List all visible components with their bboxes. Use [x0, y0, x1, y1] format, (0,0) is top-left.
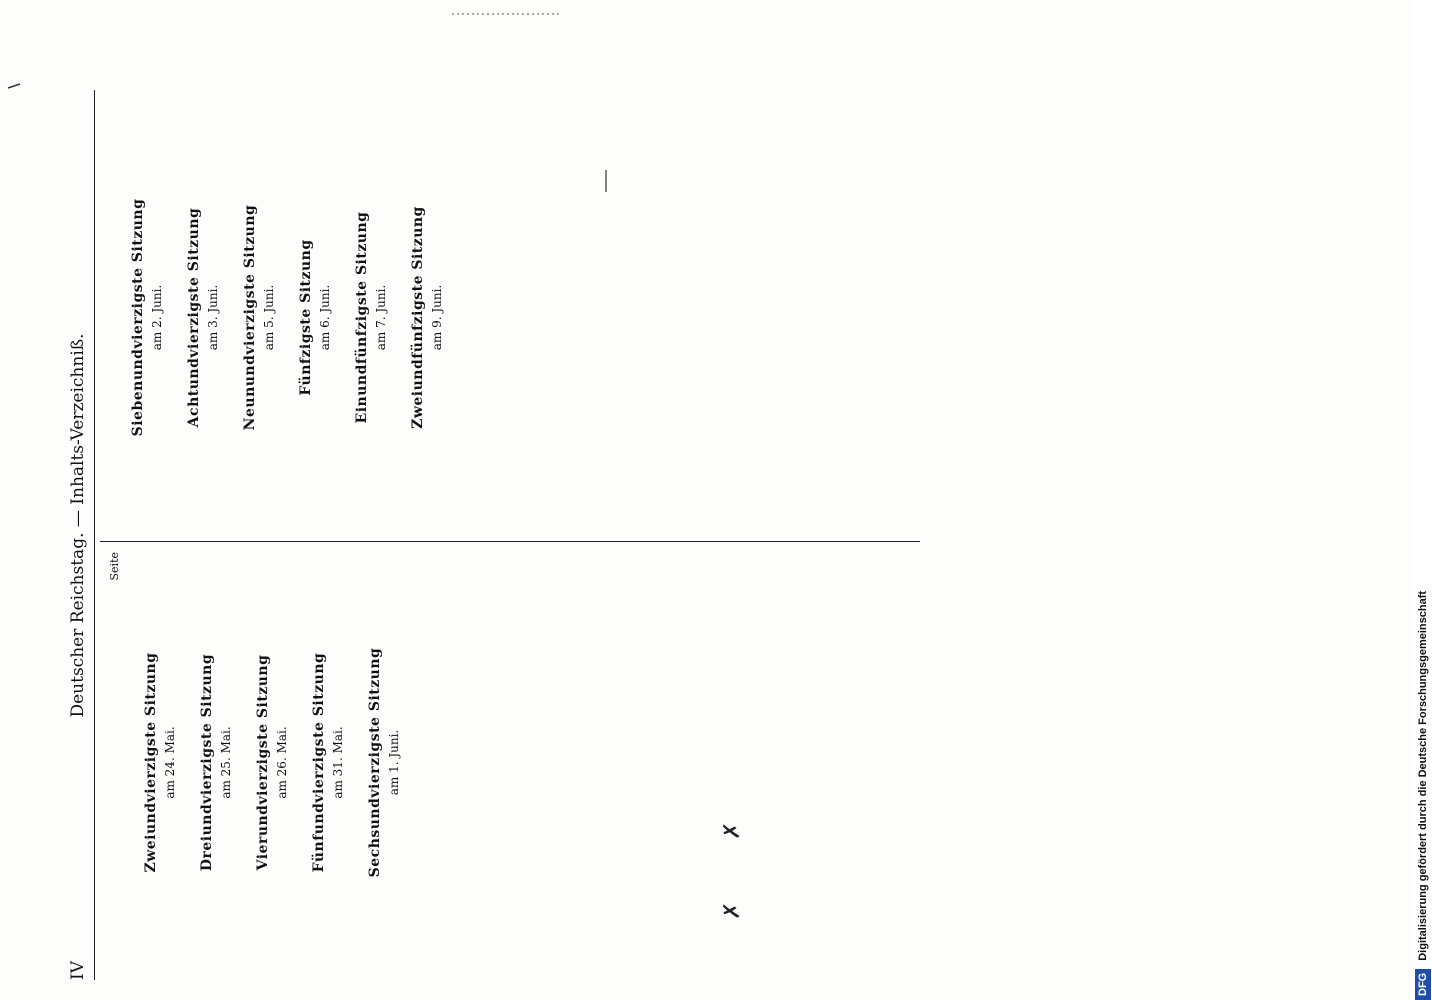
sitting-date: am 26. Mai. [275, 726, 289, 799]
column-divider [100, 541, 920, 542]
page-number: IV [68, 961, 88, 980]
sitting-title: Sechsundvierzigste Sitzung [367, 647, 383, 878]
sitting-title: Vierundvierzigste Sitzung [255, 654, 271, 871]
sitting-date: am 6. Juni. [318, 284, 332, 351]
sitting-date: am 2. Juni. [150, 284, 164, 351]
sitting-title: Fünfzigste Sitzung [298, 239, 314, 396]
sitting-title: Zweiundvierzigste Sitzung [143, 652, 159, 873]
sitting-date: am 24. Mai. [163, 726, 177, 799]
header-rule [94, 90, 95, 980]
sitting-date: am 31. Mai. [331, 726, 345, 799]
right-column [108, 105, 908, 530]
sitting-title: Zweiundfünfzigste Sitzung [410, 206, 426, 429]
running-title: Deutscher Reichstag. — Inhalts-Verzeichniß. [68, 333, 88, 718]
sitting-date: am 5. Juni. [262, 284, 276, 351]
page-header [68, 90, 88, 980]
sitting-title: Einundfünfzigste Sitzung [354, 211, 370, 424]
attribution-text: Digitalisierung gefördert durch die Deutsche Forschungsgemeinschaft [1417, 590, 1429, 961]
dfg-logo: DFG [1415, 969, 1431, 1000]
rotated-document-page [30, 70, 1410, 1000]
sitting-title: Siebenundvierzigste Sitzung [130, 198, 146, 437]
sitting-date: am 7. Juni. [374, 284, 388, 351]
sitting-title: Neunundvierzigste Sitzung [242, 204, 258, 431]
sitting-title: Achtundvierzigste Sitzung [186, 207, 202, 428]
handwritten-mark: ✗ [720, 821, 745, 840]
sitting-title: Fünfundvierzigste Sitzung [311, 652, 327, 873]
column-label: Seite [108, 552, 121, 581]
attribution-footer [1412, 0, 1432, 1000]
sitting-date: am 1. Juni. [387, 729, 401, 796]
sitting-date: am 9. Juni. [430, 284, 444, 351]
sitting-date: am 3. Juni. [206, 284, 220, 351]
left-column [108, 550, 908, 975]
sitting-title: Dreiundvierzigste Sitzung [199, 653, 215, 872]
sitting-date: am 25. Mai. [219, 726, 233, 799]
handwritten-mark: ✗ [720, 901, 745, 920]
